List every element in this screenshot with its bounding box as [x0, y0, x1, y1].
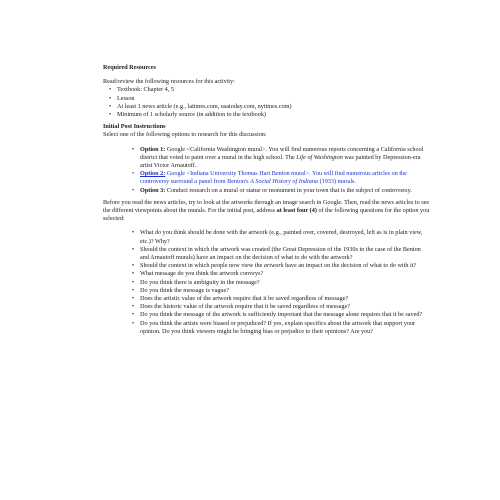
before-text-end: of the following questions for the option you selected: — [103, 207, 430, 223]
resources-intro: Read/review the following resources for this activity: — [103, 78, 235, 86]
question-item: • Do you think the artists were biased or prejudiced? If yes, explain specifics about the artwork that support your opinion. Do you think viewers might be bringing bias or prejudice to their opinions? Are you? — [140, 320, 425, 336]
question-item: • What message do you think the artwork conveys? — [140, 270, 425, 278]
question-item: • Do you think the message of the artwork is sufficiently important that the message alone requires that it be saved? — [140, 311, 425, 319]
question-item: • Do you think there is ambiguity in the message? — [140, 279, 425, 287]
question-item — [140, 262, 425, 270]
question-item: • Does the historic value of the artwork require that it be saved regardless of message? — [140, 303, 425, 311]
option-2[interactable] — [140, 170, 425, 186]
initial-post-intro: Select one of the following options to research for this discussion: — [103, 131, 267, 139]
option-1 — [140, 146, 425, 171]
required-resources-heading: Required Resources — [103, 64, 156, 71]
option-3 — [140, 187, 425, 195]
option-3-text: Conduct research on a mural or statue or monument in your town that is the subject of controversy. — [165, 186, 412, 194]
initial-post-heading: Initial Post Instructions — [103, 123, 166, 131]
option-1-text: Google <California Washington mural>. You will find numerous reports concerning a California school district that voted to paint over a mural in the high school. The — [140, 145, 424, 161]
resources-list — [117, 86, 433, 119]
at-least-four: at least four (4) — [276, 207, 317, 215]
option-3-label: Option 3: — [140, 186, 166, 194]
before-text: Before you read the news articles, try to look at the artworks through an image search in Google. Then, read the news articles to see the different viewpoints about the murals. For the initial post, address — [103, 198, 430, 215]
resource-item: • Lesson — [117, 95, 433, 103]
question-item: • Should the context in which the artwork was created (the Great Depression of the 1930s in the case of the Benton and Arnautoff murals) have an impact on the decision of what to do with the artwork? — [140, 246, 425, 262]
option-1-title: Life of Washington — [296, 153, 343, 161]
resource-item: • At least 1 news article (e.g., latimes.com, usatoday.com, nytimes.com) — [117, 103, 433, 111]
option-2-title: A Social History of Indiana — [250, 178, 319, 186]
before-paragraph — [103, 199, 433, 224]
option-1-text-end: was painted by Depression-era artist Victor Arnautoff. — [140, 153, 421, 170]
questions-list — [140, 229, 425, 336]
options-list — [140, 146, 425, 195]
question-item: • What do you think should be done with the artwork (e.g., painted over, covered, destroyed, left as is in plain view, etc.)? Why? — [140, 229, 425, 245]
option-2-text-end: (1933) murals. — [318, 178, 356, 186]
option-1-label: Option 1: — [140, 145, 166, 153]
resource-item: • Textbook: Chapter 4, 5 — [117, 86, 433, 94]
artwork-emphasis: artwork — [263, 262, 284, 270]
question-3-text: Should the context in which people now view the artwork have an impact on the decision of what to do with it? — [140, 262, 417, 270]
resource-item: • Minimum of 1 scholarly source (in addition to the textbook) — [117, 111, 433, 119]
option-2-label[interactable]: Option 2: — [140, 170, 166, 178]
question-item: • Does the artistic value of the artwork require that it be saved regardless of message? — [140, 295, 425, 303]
question-item: • Do you think the message is vague? — [140, 287, 425, 295]
option-2-text: Google <Indiana University Thomas Hart Benton mural>. You will find numerous articles on the controversy surround a panel from Benton's — [140, 170, 407, 186]
document-page — [103, 64, 433, 336]
